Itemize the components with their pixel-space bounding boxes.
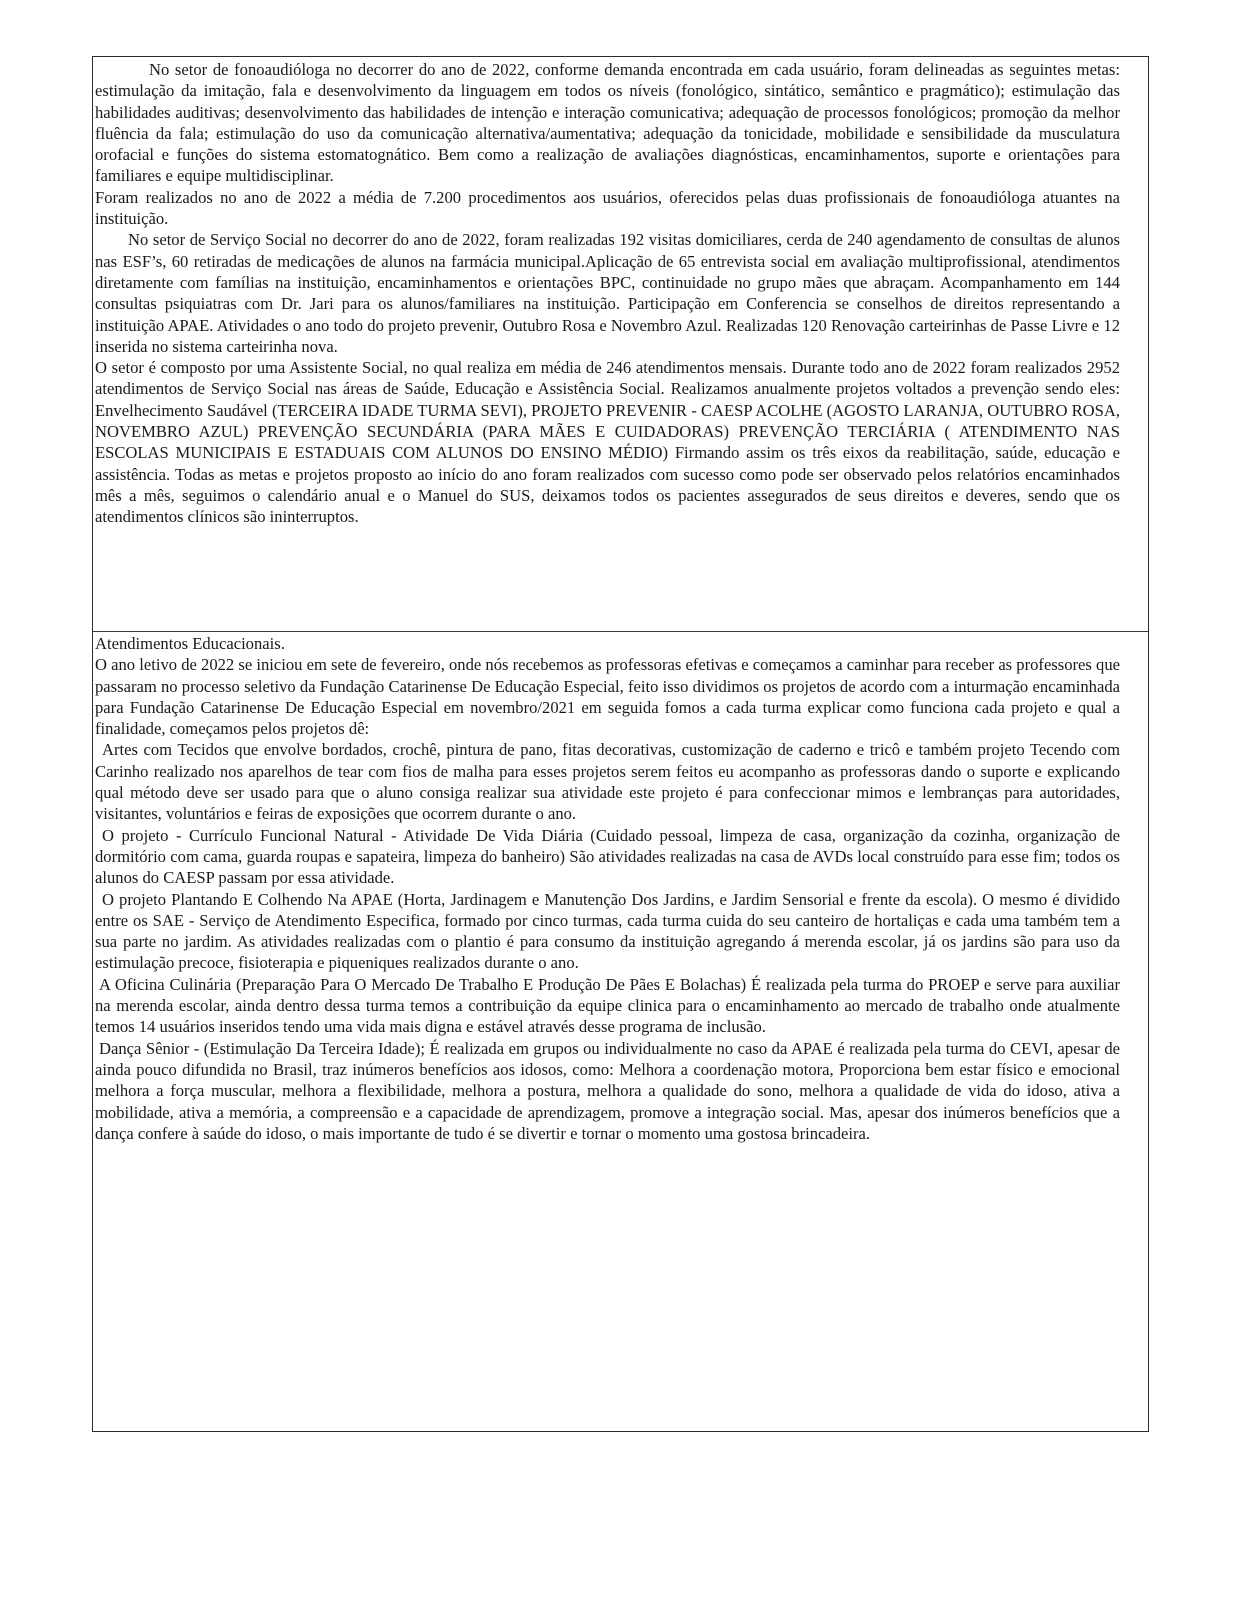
daily-living-project-paragraph: O projeto - Currículo Funcional Natural - Atividade De Vida Diária (Cuidado pessoal, limpeza de casa, organização da cozinha, organização de dormitório com cama, guarda roupas e sapateira, limpeza do banheiro) São atividades realizadas na casa de AVDs local construído para esse fim; todos os alunos do CAESP passam por essa atividade.: [95, 825, 1120, 888]
speech-therapy-goals-paragraph: No setor de fonoaudióloga no decorrer do ano de 2022, conforme demanda encontrada em cada usuário, foram delineadas as seguintes metas: estimulação da imitação, fala e desenvolvimento da linguagem em todos os níveis (fonológico, sintático, semântico e pragmático); estimulação das habilidades auditivas; desenvolvimento das habilidades de intenção e interação comunicativa; adequação de processos fonológicos; promoção da melhor fluência da fala; estimulação do uso da comunicação alternativa/aumentativa; adequação da tonicidade, mobilidade e sensibilidade da musculatura orofacial e funções do sistema estomatognático. Bem como a realização de avaliações diagnósticas, encaminhamentos, suporte e orientações para familiares e equipe multidisciplinar.: [95, 60, 1120, 186]
social-service-activities-paragraph: No setor de Serviço Social no decorrer do ano de 2022, foram realizadas 192 visitas domiciliares, cerda de 240 agendamento de consultas de alunos nas ESF’s, 60 retiradas de medicações de alunos na farmácia municipal.Aplicação de 65 entrevista social em avaliação multiprofissional, atendimentos diretamente com famílias na instituição, encaminhamentos e orientações BPC, continuidade no grupo mães que abraçam. Acompanhamento em 144 consultas psiquiatras com Dr. Jari para os alunos/familiares na instituição. Participação em Conferencia se conselhos de direitos representando a instituição APAE. Atividades o ano todo do projeto prevenir, Outubro Rosa e Novembro Azul. Realizadas 120 Renovação carteirinhas de Passe Livre e 12 inserida no sistema carteirinha nova.: [95, 230, 1120, 356]
speech-therapy-procedures-paragraph: Foram realizados no ano de 2022 a média de 7.200 procedimentos aos usuários, oferecidos pelas duas profissionais de fonoaudióloga atuantes na instituição.: [95, 187, 1120, 229]
health-services-section: [93, 57, 1148, 632]
gardening-project-paragraph: O projeto Plantando E Colhendo Na APAE (Horta, Jardinagem e Manutenção Dos Jardins, e Jardim Sensorial e frente da escola). O mesmo é dividido entre os SAE - Serviço de Atendimento Especifica, formado por cinco turmas, cada turma cuida do seu canteiro de hortaliças e cada uma também tem a sua parte no jardim. As atividades realizadas com o plantio é para consumo da instituição agregando á merenda escolar, já os jardins são para uso da estimulação precoce, fisioterapia e piqueniques realizados durante o ano.: [95, 889, 1120, 973]
educational-services-section: [93, 632, 1148, 1431]
culinary-workshop-paragraph: A Oficina Culinária (Preparação Para O Mercado De Trabalho E Produção De Pães E Bolachas) É realizada pela turma do PROEP e serve para auxiliar na merenda escolar, ainda dentro dessa turma temos a contribuição da equipe clinica para o encaminhamento ao mercado de trabalho onde atualmente temos 14 usuários inseridos tendo uma vida mais digna e estável através desse programa de inclusão.: [95, 974, 1120, 1037]
social-service-team-paragraph: O setor é composto por uma Assistente Social, no qual realiza em média de 246 atendimentos mensais. Durante todo ano de 2022 foram realizados 2952 atendimentos de Serviço Social nas áreas de Saúde, Educação e Assistência Social. Realizamos anualmente projetos voltados a prevenção sendo eles: Envelhecimento Saudável (TERCEIRA IDADE TURMA SEVI), PROJETO PREVENIR - CAESP ACOLHE (AGOSTO LARANJA, OUTUBRO ROSA, NOVEMBRO AZUL) PREVENÇÃO SECUNDÁRIA (PARA MÃES E CUIDADORAS) PREVENÇÃO TERCIÁRIA ( ATENDIMENTO NAS ESCOLAS MUNICIPAIS E ESTADUAIS COM ALUNOS DO ENSINO MÉDIO) Firmando assim os três eixos da reabilitação, saúde, educação e assistência. Todas as metas e projetos proposto ao início do ano foram realizados com sucesso como pode ser observado pelos relatórios encaminhados mês a mês, seguimos o calendário anual e o Manuel do SUS, deixamos todos os pacientes assegurados de seus direitos e deveres, sendo que os atendimentos clínicos são ininterruptos.: [95, 358, 1120, 527]
senior-dance-paragraph: Dança Sênior - (Estimulação Da Terceira Idade); É realizada em grupos ou individualmente no caso da APAE é realizada pela turma do CEVI, apesar de ainda pouco difundida no Brasil, traz inúmeros benefícios aos idosos, como: Melhora a coordenação motora, Proporciona bem estar físico e emocional melhora a força muscular, melhora a flexibilidade, melhora a postura, melhora a qualidade do sono, melhora a qualidade de vida do idoso, ativa a mobilidade, ativa a memória, a compreensão e a capacidade de aprendizagem, promove a integração social. Mas, apesar dos inúmeros benefícios que a dança confere à saúde do idoso, o mais importante de tudo é se divertir e tornar o momento uma gostosa brincadeira.: [95, 1038, 1120, 1143]
textile-arts-project-paragraph: Artes com Tecidos que envolve bordados, crochê, pintura de pano, fitas decorativas, customização de caderno e tricô e também projeto Tecendo com Carinho realizado nos aparelhos de tear com fios de malha para esses projetos serem feitos eu acompanho as professoras dando o suporte e explicando qual método deve ser usado para que o aluno consiga realizar sua atividade este projeto é para confeccionar mimos e lembranças para autoridades, visitantes, voluntários e feiras de exposições que ocorrem durante o ano.: [95, 740, 1120, 824]
section-heading: Atendimentos Educacionais.: [95, 634, 285, 653]
report-frame: [92, 56, 1149, 1432]
school-year-paragraph: O ano letivo de 2022 se iniciou em sete de fevereiro, onde nós recebemos as professoras efetivas e começamos a caminhar para receber as professores que passaram no processo seletivo da Fundação Catarinense De Educação Especial, feito isso dividimos os projetos de acordo com a inturmação encaminhada para Fundação Catarinense De Educação Especial em novembro/2021 em seguida fomos a cada turma explicar como funciona cada projeto e qual a finalidade, começamos pelos projetos dê:: [95, 655, 1120, 739]
